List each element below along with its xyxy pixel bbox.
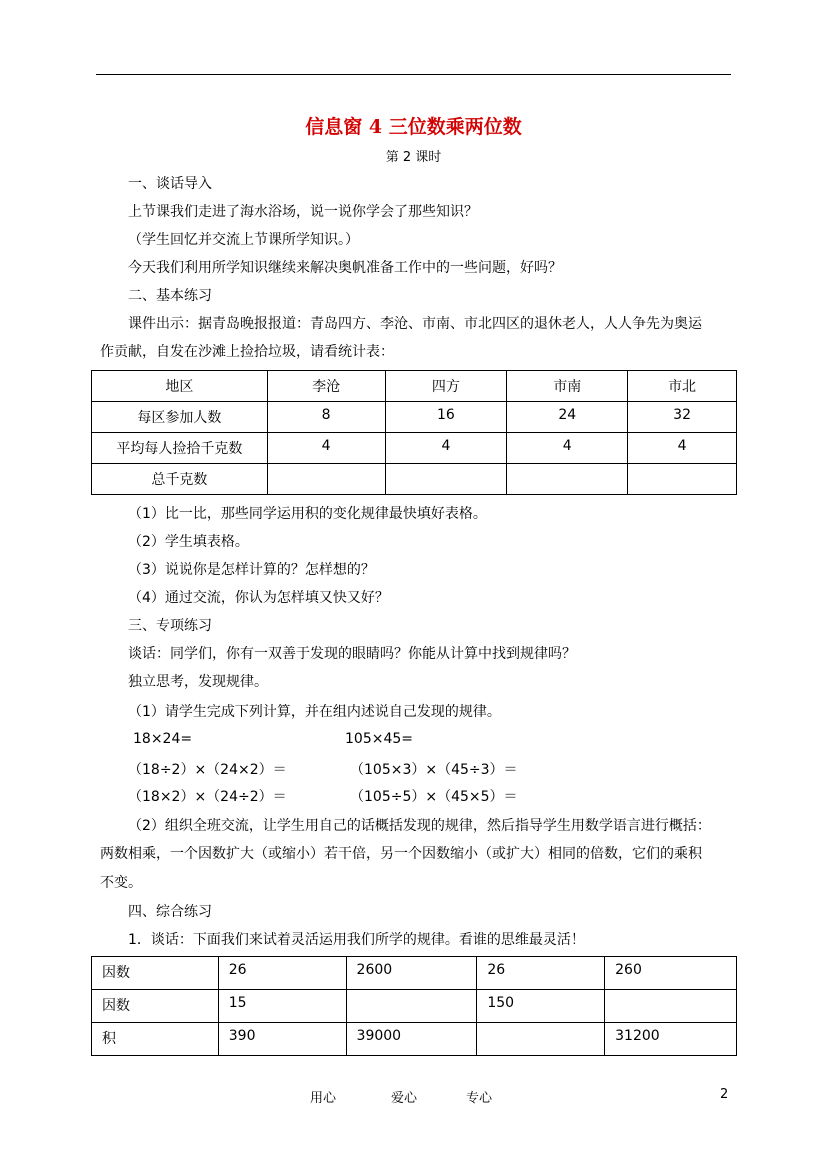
table-cell <box>477 1023 605 1056</box>
table-cell: 因数 <box>92 957 219 990</box>
table-cell: 8 <box>267 402 385 433</box>
table-cell <box>605 990 737 1023</box>
table-cell: 每区参加人数 <box>92 402 268 433</box>
calc-left: （18÷2）×（24×2）＝ <box>128 762 287 778</box>
table-cell: 15 <box>218 990 346 1023</box>
table-cell <box>346 990 477 1023</box>
footer-text: 爱心 <box>391 1091 418 1106</box>
table-cell: 4 <box>507 433 628 464</box>
table-cell: 4 <box>385 433 507 464</box>
paragraph: （2）学生填表格。 <box>128 534 249 550</box>
paragraph: 独立思考，发现规律。 <box>128 674 268 690</box>
table-cell <box>507 464 628 495</box>
paragraph: 1．谈话：下面我们来试着灵活运用我们所学的规律。看谁的思维最灵活！ <box>128 932 585 948</box>
table-cell: 260 <box>605 957 737 990</box>
section-heading: 二、基本练习 <box>128 288 212 304</box>
table-header-cell: 市北 <box>628 371 737 402</box>
factor-table <box>91 956 737 1056</box>
calc-right: （105÷5）×（45×5）＝ <box>350 789 518 805</box>
table-cell: 4 <box>628 433 737 464</box>
paragraph: 作贡献，自发在沙滩上捡拾垃圾，请看统计表： <box>100 344 394 360</box>
paragraph: 课件出示：据青岛晚报报道：青岛四方、李沧、市南、市北四区的退休老人，人人争先为奥运 <box>128 316 702 332</box>
table-cell <box>267 464 385 495</box>
page-number: 2 <box>720 1087 729 1102</box>
table-row <box>92 464 737 495</box>
table-cell: 积 <box>92 1023 219 1056</box>
paragraph: （2）组织全班交流，让学生用自己的话概括发现的规律，然后指导学生用数学语言进行概括： <box>128 818 711 834</box>
table-row <box>92 957 737 990</box>
table-cell <box>628 464 737 495</box>
stats-table <box>91 370 737 495</box>
paragraph: （3）说说你是怎样计算的？怎样想的？ <box>128 562 375 578</box>
table-row <box>92 433 737 464</box>
footer-text: 用心 <box>310 1091 337 1106</box>
paragraph: （1）请学生完成下列计算，并在组内述说自己发现的规律。 <box>128 704 501 720</box>
table-cell: 150 <box>477 990 605 1023</box>
calc-left: 18×24= <box>133 731 193 747</box>
paragraph: 上节课我们走进了海水浴场，说一说你学会了那些知识？ <box>128 204 478 220</box>
table-cell: 4 <box>267 433 385 464</box>
paragraph: （4）通过交流，你认为怎样填又快又好？ <box>128 590 389 606</box>
page-title: 信息窗 4 三位数乘两位数 <box>305 116 522 138</box>
table-cell: 平均每人捡拾千克数 <box>92 433 268 464</box>
table-header-cell: 四方 <box>385 371 507 402</box>
section-heading: 一、谈话导入 <box>128 176 212 192</box>
lesson-subtitle: 第 2 课时 <box>385 150 442 165</box>
table-cell: 39000 <box>346 1023 477 1056</box>
table-cell: 总千克数 <box>92 464 268 495</box>
table-cell: 24 <box>507 402 628 433</box>
table-cell: 31200 <box>605 1023 737 1056</box>
paragraph: （学生回忆并交流上节课所学知识。） <box>128 232 359 248</box>
table-row <box>92 1023 737 1056</box>
footer-text: 专心 <box>466 1091 493 1106</box>
table-cell: 26 <box>477 957 605 990</box>
table-cell: 32 <box>628 402 737 433</box>
table-cell: 26 <box>218 957 346 990</box>
calc-left: （18×2）×（24÷2）＝ <box>128 789 287 805</box>
table-cell: 390 <box>218 1023 346 1056</box>
paragraph: 两数相乘，一个因数扩大（或缩小）若干倍，另一个因数缩小（或扩大）相同的倍数，它们的乘积 <box>100 846 702 862</box>
section-heading: 三、专项练习 <box>128 618 212 634</box>
paragraph: 今天我们利用所学知识继续来解决奥帆准备工作中的一些问题，好吗？ <box>128 260 562 276</box>
header-rule <box>96 74 731 75</box>
table-header-cell: 市南 <box>507 371 628 402</box>
table-cell: 16 <box>385 402 507 433</box>
calc-right: （105×3）×（45÷3）＝ <box>350 762 518 778</box>
table-header-cell: 李沧 <box>267 371 385 402</box>
table-cell: 因数 <box>92 990 219 1023</box>
table-row <box>92 990 737 1023</box>
table-cell <box>385 464 507 495</box>
paragraph: 不变。 <box>100 875 142 891</box>
paragraph: 谈话：同学们，你有一双善于发现的眼睛吗？你能从计算中找到规律吗？ <box>128 646 576 662</box>
table-header-cell: 地区 <box>92 371 268 402</box>
table-header-row <box>92 371 737 402</box>
calc-right: 105×45= <box>345 731 413 747</box>
paragraph: （1）比一比，那些同学运用积的变化规律最快填好表格。 <box>128 506 487 522</box>
table-row <box>92 402 737 433</box>
table-cell: 2600 <box>346 957 477 990</box>
section-heading: 四、综合练习 <box>128 904 212 920</box>
